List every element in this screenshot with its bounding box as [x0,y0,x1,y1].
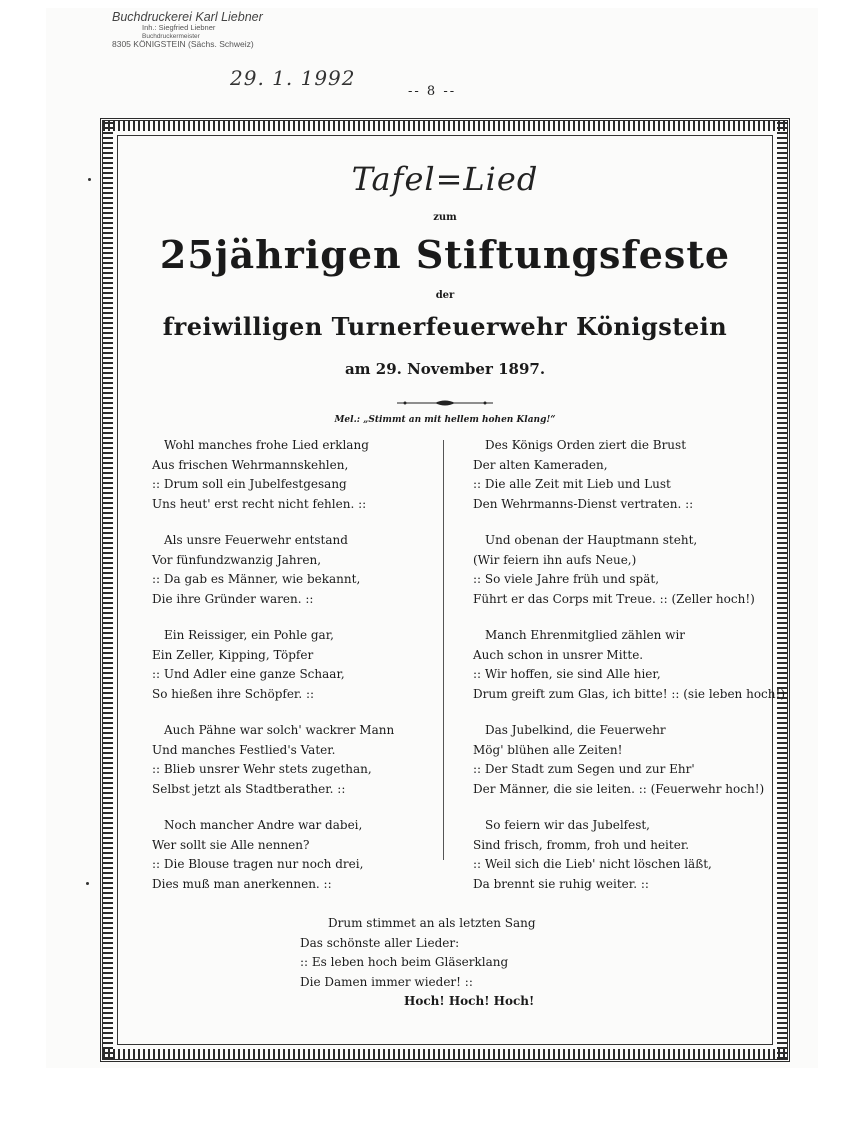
verse-line: Ein Zeller, Kipping, Töpfer [152,647,314,662]
ornament-divider [395,398,495,408]
verse-line: Drum greift zum Glas, ich bitte! :: (sie leben hoch!) [473,686,785,701]
verse-line: :: Die Blouse tragen nur noch drei, [152,857,364,871]
verse-stanza [152,626,394,704]
melody-note: Mel.: „Stimmt an mit hellem hohen Klang!“ [334,415,556,425]
verse-line: Das Jubelkind, die Feuerwehr [485,723,666,737]
verse-line: Und obenan der Hauptmann steht, [485,533,698,547]
final-verse-line: Hoch! Hoch! Hoch! [404,994,535,1008]
verse-line: :: Blieb unsrer Wehr stets zugethan, [152,762,372,776]
printer-stamp [112,10,263,50]
verse-line: :: Wir hoffen, sie sind Alle hier, [473,667,661,681]
final-verse-line: Die Damen immer wieder! :: [300,974,473,989]
verse-line: :: So viele Jahre früh und spät, [473,572,660,586]
verse-line: :: Der Stadt zum Segen und zur Ehr' [473,762,695,776]
subtitle-zum: zum [433,212,457,223]
verse-line: (Wir feiern ihn aufs Neue,) [473,552,637,567]
verse-line: Auch schon in unsrer Mitte. [473,647,644,662]
verse-line: Manch Ehrenmitglied zählen wir [485,628,686,642]
verse-line: Die ihre Gründer waren. :: [152,591,314,606]
verse-line: Aus frischen Wehrmannskehlen, [152,457,349,472]
stamp-line-3: Buchdruckermeister [142,33,200,40]
left-column-verses [152,436,394,911]
verse-line: Vor fünfundzwanzig Jahren, [152,552,322,567]
verse-line: :: Drum soll ein Jubelfestgesang [152,477,347,491]
verse-line: Uns heut' erst recht nicht fehlen. :: [152,496,367,511]
verse-line: Als unsre Feuerwehr entstand [164,533,348,547]
final-stanza [300,914,536,1012]
verse-line: Den Wehrmanns-Dienst vertraten. :: [473,496,694,511]
verse-line: Da brennt sie ruhig weiter. :: [473,876,649,891]
verse-line: Und manches Festlied's Vater. [152,742,336,757]
verse-line: :: Weil sich die Lieb' nicht löschen läßt, [473,857,712,871]
verse-stanza [152,721,394,799]
verse-line: Wer sollt sie Alle nennen? [152,837,310,852]
verse-line: Ein Reissiger, ein Pohle gar, [164,628,334,642]
right-column-verses [473,436,785,911]
final-verse-line: :: Es leben hoch beim Gläserklang [300,955,509,969]
event-date: am 29. November 1897. [344,360,546,378]
verse-line: :: Und Adler eine ganze Schaar, [152,667,345,681]
stamp-line-4: 8305 KÖNIGSTEIN (Sächs. Schweiz) [112,39,254,50]
final-verse-line: Das schönste aller Lieder: [300,935,460,950]
verse-line: Des Königs Orden ziert die Brust [485,438,687,452]
verse-stanza [473,816,785,894]
verse-line: So hießen ihre Schöpfer. :: [152,686,315,701]
verse-line: Der alten Kameraden, [473,457,608,472]
verse-line: Selbst jetzt als Stadtberather. :: [152,781,346,796]
verse-line: Dies muß man anerkennen. :: [152,876,332,891]
verse-line: Wohl manches frohe Lied erklang [164,438,369,452]
verse-line: Noch mancher Andre war dabei, [164,818,363,832]
verse-stanza [152,531,394,609]
final-verse-line: Drum stimmet an als letzten Sang [328,916,536,930]
speck [86,882,89,885]
song-title: Tafel=Lied [351,160,539,198]
verse-stanza [152,816,394,894]
verse-stanza [473,626,785,704]
organization-name: freiwilligen Turnerfeuerwehr Königstein [162,312,728,341]
verse-stanza [152,436,394,514]
speck [88,178,91,181]
verse-stanza [473,721,785,799]
verse-line: Auch Pähne war solch' wackrer Mann [164,723,395,737]
verse-line: :: Die alle Zeit mit Lieb und Lust [473,477,671,491]
subtitle-der: der [435,290,455,301]
stamp-line-1: Buchdruckerei Karl Liebner [112,10,263,24]
verse-stanza [473,436,785,514]
verse-line: Sind frisch, fromm, froh und heiter. [473,837,690,852]
page-number: -- 8 -- [408,84,457,99]
verse-line: Der Männer, die sie leiten. :: (Feuerwehr hoch!) [473,781,765,796]
main-heading: 25jährigen Stiftungsfeste [159,232,731,277]
verse-stanza [473,531,785,609]
verse-line: Mög' blühen alle Zeiten! [473,742,623,757]
handwritten-date: 29. 1. 1992 [230,66,356,90]
stamp-line-2: Inh.: Siegfried Liebner [142,23,216,33]
column-divider [443,440,444,860]
verse-line: Führt er das Corps mit Treue. :: (Zeller hoch!) [473,591,755,606]
verse-line: :: Da gab es Männer, wie bekannt, [152,572,361,586]
verse-line: So feiern wir das Jubelfest, [485,818,650,832]
